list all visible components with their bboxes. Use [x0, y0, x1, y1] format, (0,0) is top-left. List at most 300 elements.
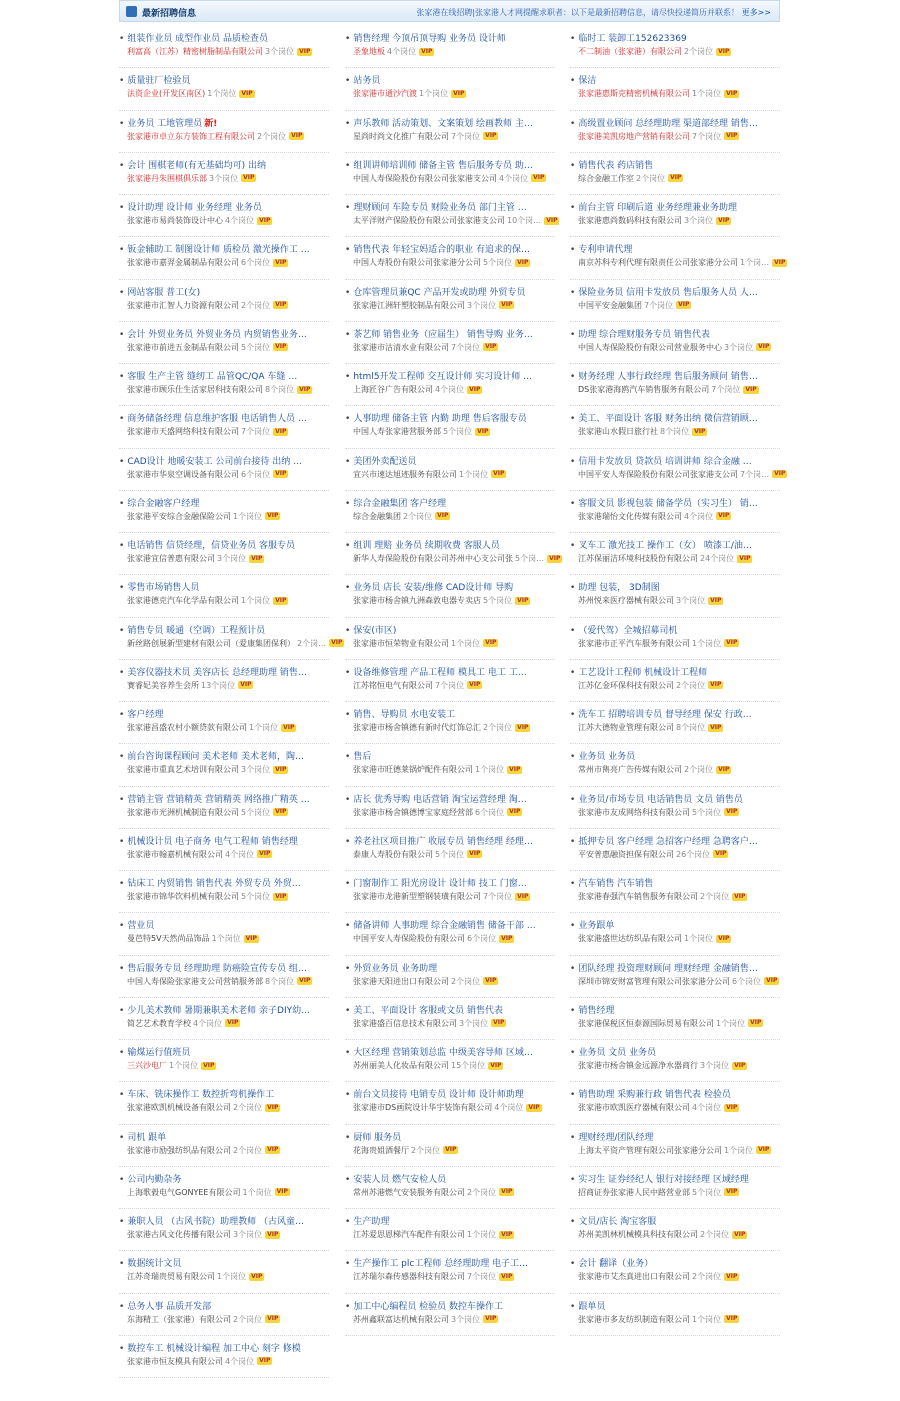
company-name-link[interactable]: 张家港德克汽车化学品有限公司 [127, 596, 239, 606]
job-titles-text[interactable]: 组装作业员 成型作业员 品质检查员 [127, 34, 269, 44]
company-name-link[interactable]: 张家港山水假日旅行社 [578, 427, 658, 437]
job-titles-link[interactable] [345, 749, 553, 762]
job-titles-link[interactable] [570, 369, 778, 382]
job-titles-text[interactable]: 前台咨询课程顾问 美术老师 美术老师，陶… [127, 752, 305, 763]
job-titles-text[interactable]: 机械设计员 电子商务 电气工程师 销售经理 [127, 836, 298, 847]
job-titles-text[interactable]: 抵押专员 客户经理 急招客户经理 急聘客户… [578, 836, 758, 847]
job-titles-text[interactable]: 声乐教师 活动策划、文案策划 绘画教师 主… [353, 118, 533, 129]
job-titles-text[interactable]: 销售经理 今顶吊顶导购 业务员 设计师 [353, 34, 506, 44]
company-name-link[interactable]: 中国平安金融集团 [578, 300, 642, 310]
company-name-link[interactable]: 张家港市顾乐仕生活家居科技有限公司 [127, 385, 263, 394]
job-titles-link[interactable] [119, 707, 327, 720]
job-titles-text[interactable]: 养老社区项目推广 收展专员 销售经理 经理… [353, 836, 533, 847]
company-name-link[interactable]: 三兴沙电厂 [127, 1061, 167, 1070]
job-titles-text[interactable]: 高级置业顾问 总经理助理 渠道部经理 销售… [578, 118, 758, 129]
job-titles-link[interactable] [345, 369, 553, 382]
company-name-link[interactable]: 深圳市锦安财富管理有限公司张家港分公司 [578, 976, 730, 986]
company-name-link[interactable]: 张家港市龙港新型塑钢装璜有限公司 [353, 892, 481, 901]
company-name-link[interactable]: 南京苏科专利代理有限责任公司张家港分公司 [578, 258, 738, 268]
job-titles-text[interactable]: 业务员 文员 业务员 [578, 1048, 657, 1058]
job-titles-text[interactable]: 叉车工 激光技工 操作工（女） 喷漆工/油… [578, 541, 752, 551]
job-titles-link[interactable] [119, 73, 327, 86]
job-titles-link[interactable] [119, 285, 327, 298]
job-titles-text[interactable]: 数控车工 机械设计编程 加工中心 刻字 修模 [127, 1343, 301, 1354]
company-name-link[interactable]: 张家港市前进五金制品有限公司 [127, 342, 239, 352]
job-listing-item [119, 956, 329, 998]
job-titles-link[interactable] [119, 538, 327, 551]
job-titles-link[interactable] [345, 242, 553, 255]
more-link[interactable]: 更多>> [741, 8, 771, 17]
company-name-link[interactable]: 不二制油（张家港）有限公司 [578, 47, 682, 56]
job-titles-text[interactable]: 会计 翻译（业务） [578, 1259, 654, 1270]
company-name-link[interactable]: 张家港市欧凯医疗器械有限公司 [578, 1103, 690, 1113]
company-name-link[interactable]: 赛睿妃美容养生会所 [127, 680, 199, 690]
job-titles-link[interactable] [119, 1214, 327, 1227]
job-titles-text[interactable]: 生产助理 [353, 1217, 390, 1227]
job-titles-text[interactable]: 电话销售 信贷经理，信贷业务员 客服专员 [127, 541, 296, 551]
job-titles-link[interactable] [119, 623, 327, 636]
job-titles-link[interactable] [119, 242, 327, 255]
job-titles-link[interactable] [119, 918, 327, 931]
job-titles-link[interactable] [119, 876, 327, 889]
job-titles-link[interactable] [570, 327, 778, 340]
job-titles-link[interactable] [345, 961, 553, 974]
company-name-link[interactable]: 法资企业(开发区南区) [127, 89, 206, 99]
company-name-link[interactable]: 上海匠谷广告有限公司 [353, 385, 433, 394]
company-name-link[interactable]: 东海精工（张家港）有限公司 [127, 1314, 231, 1324]
position-count: 2个岗位 [692, 1272, 722, 1282]
job-titles-text[interactable]: 质量驻厂检验员 [127, 76, 191, 87]
job-titles-text[interactable]: 输煤运行值班员 [127, 1048, 191, 1058]
company-name-link[interactable]: 张家港瑞怡文化传媒有限公司 [578, 511, 682, 521]
company-name-link[interactable]: 张家港市杨舍镇金远源净水器商行 [578, 1061, 698, 1070]
job-titles-link[interactable] [345, 876, 553, 889]
job-titles-text[interactable]: 汽车销售 汽车销售 [578, 879, 654, 889]
job-titles-text[interactable]: 厨师 服务员 [353, 1132, 402, 1143]
company-name-link[interactable]: 宜兴市速达旭迹服务有限公司 [353, 469, 457, 479]
job-titles-text[interactable]: 司机 跟单 [127, 1132, 167, 1143]
company-name-link[interactable]: 常州苏港燃气安装服务有限公司 [353, 1187, 465, 1197]
job-titles-text[interactable]: 设备维修管理 产品工程师 模具工 电工 工… [353, 667, 527, 678]
job-titles-link[interactable] [119, 665, 327, 678]
job-titles-text[interactable]: 销售经理 [578, 1005, 615, 1016]
company-name-link[interactable]: 张家港欧凯机械设备有限公司 [127, 1103, 231, 1113]
job-titles-link[interactable] [119, 1172, 327, 1185]
job-titles-link[interactable] [570, 1299, 778, 1312]
company-name-link[interactable]: 张家港宜信普惠有限公司 [127, 554, 215, 563]
job-titles-text[interactable]: 助理 综合理财服务专员 销售代表 [578, 329, 711, 340]
job-titles-link[interactable] [570, 623, 778, 636]
job-titles-text[interactable]: 助理 包装， 3D制图 [578, 583, 660, 594]
job-titles-link[interactable] [345, 454, 553, 467]
company-name-link[interactable]: 张家港市天盛网络科技有限公司 [127, 427, 239, 437]
company-name-link[interactable]: 江苏亿金环保科技有限公司 [578, 680, 674, 690]
company-name-link[interactable]: 中国人寿保险张家港支公司营销服务部 [127, 976, 263, 986]
job-titles-link[interactable] [570, 1087, 778, 1100]
job-titles-text[interactable]: 客服文员 影视包装 储备学员（实习生） 销… [578, 498, 758, 509]
job-titles-text[interactable]: 网站客服 普工(女) [127, 287, 201, 298]
job-titles-link[interactable] [570, 918, 778, 931]
company-name-link[interactable]: 张家港市华泉空调设备有限公司 [127, 469, 239, 479]
job-titles-link[interactable] [119, 116, 327, 129]
job-titles-text[interactable]: 保洁 [578, 76, 597, 87]
job-titles-link[interactable] [345, 918, 553, 931]
company-name-link[interactable]: 张家港市恒友模具有限公司 [127, 1356, 223, 1366]
job-titles-text[interactable]: 业务跟单 [578, 921, 615, 932]
job-titles-link[interactable] [570, 792, 778, 805]
job-titles-text[interactable]: 跟单员 [578, 1301, 606, 1312]
job-titles-text[interactable]: 店长 优秀导购 电话营销 淘宝运营经理 淘… [353, 794, 527, 805]
job-titles-link[interactable] [345, 411, 553, 424]
company-name-link[interactable]: 张家港保税区恒泰源国际贸易有限公司 [578, 1018, 714, 1028]
company-name-link[interactable]: 利富高（江苏）精密树脂制品有限公司 [127, 47, 263, 56]
company-name-link[interactable]: 张家港市卓立东方装饰工程有限公司 [127, 131, 255, 141]
company-name-link[interactable]: 张家港市友成网络科技有限公司 [578, 807, 690, 817]
job-titles-link[interactable] [345, 200, 553, 213]
job-titles-text[interactable]: 少儿美术教师 暑期兼职美术老师 亲子DIY幼… [127, 1005, 311, 1016]
job-titles-link[interactable] [570, 158, 778, 171]
company-name-link[interactable]: 张家港市通沙汽渡 [353, 89, 417, 99]
job-titles-text[interactable]: 客服 生产主管 缝纫工 品管QC/QA 车缝 … [127, 372, 298, 382]
job-titles-link[interactable] [345, 792, 553, 805]
company-name-link[interactable]: 花海贵姐酒餐厅 [353, 1145, 409, 1155]
job-titles-text[interactable]: 钻床工 内贸销售 销售代表 外贸专员 外贸… [127, 879, 301, 889]
job-titles-link[interactable] [570, 411, 778, 424]
job-listing-item [119, 1082, 329, 1124]
company-name-link[interactable]: 平安普惠融资担保有限公司 [578, 849, 674, 859]
company-name-link[interactable]: 江苏爱思恩梯汽车配件有限公司 [353, 1230, 465, 1239]
company-name-link[interactable]: 新华人寿保险股份有限公司苏州中心支公司张 [353, 554, 513, 563]
position-count: 6个岗位 [241, 258, 271, 268]
job-listing-item [570, 280, 780, 322]
job-titles-text[interactable]: 售后服务专员 经理助理 防癌险宣传专员 组… [127, 963, 307, 974]
job-titles-link[interactable] [345, 538, 553, 551]
job-titles-link[interactable] [345, 1130, 553, 1143]
job-titles-text[interactable]: 美容仪器技术员 美容店长 总经理助理 销售… [127, 667, 307, 678]
job-titles-link[interactable] [345, 1045, 553, 1058]
job-titles-link[interactable] [119, 1003, 327, 1016]
company-name-link[interactable]: 江苏瑞尔森传感器科技有限公司 [353, 1272, 465, 1282]
job-titles-link[interactable] [119, 1341, 327, 1354]
job-titles-link[interactable] [345, 1256, 553, 1269]
job-titles-text[interactable]: 兼职人员 （古风书院）助理教师 （古风童… [127, 1217, 305, 1227]
company-name-link[interactable]: 苏州悦来医疗器械有限公司 [578, 596, 674, 606]
job-titles-text[interactable]: 茶艺师 销售业务（应届生） 销售导购 业务… [353, 329, 533, 340]
job-titles-link[interactable] [570, 707, 778, 720]
job-titles-text[interactable]: CAD设计 地暖安装工 公司前台接待 出纳 … [127, 456, 303, 467]
company-name-link[interactable]: DS张家港海鸥汽车销售服务有限公司 [578, 385, 710, 394]
job-titles-link[interactable] [345, 665, 553, 678]
job-titles-link[interactable] [119, 961, 327, 974]
vip-badge-icon: VIP [501, 934, 513, 942]
job-titles-text[interactable]: 前台主管 印刷后道 业务经理兼业务助理 [578, 203, 738, 213]
company-name-link[interactable]: 中国人寿股份有限公司张家港分公司 [353, 258, 481, 268]
job-titles-text[interactable]: 销售助理 采购兼行政 销售代表 检验员 [578, 1090, 731, 1101]
job-titles-link[interactable] [119, 454, 327, 467]
company-name-link[interactable]: 张家港丹朱围棋俱乐部 [127, 173, 207, 183]
company-name-link[interactable]: 张家港古风文化传播有限公司 [127, 1230, 231, 1239]
job-titles-link[interactable] [570, 242, 778, 255]
job-titles-text[interactable]: 零售市场销售人员 [127, 583, 200, 594]
job-titles-text[interactable]: 外贸业务员 业务助理 [353, 963, 438, 974]
job-titles-text[interactable]: 会计 围棋老师(有无基础均可) 出纳 [127, 160, 267, 171]
job-titles-text[interactable]: 销售代表 年轻宝妈适合的职业 有追求的保… [353, 245, 531, 256]
job-titles-link[interactable] [345, 496, 553, 509]
job-titles-link[interactable] [570, 285, 778, 298]
job-titles-text[interactable]: 保险业务员 信用卡发放员 售后服务人员 人… [578, 287, 758, 298]
company-name-link[interactable]: 张家港市恒荣物业有限公司 [353, 638, 449, 648]
job-titles-link[interactable] [119, 200, 327, 213]
company-name-link[interactable]: 张家港美凯房地产营销有限公司 [578, 131, 690, 141]
company-name-link[interactable]: 张家港惠尚数码科技有限公司 [578, 216, 682, 225]
job-titles-link[interactable] [119, 1087, 327, 1100]
job-titles-text[interactable]: 业务员 工地管理员 [127, 118, 203, 129]
job-titles-text[interactable]: 安装人员 燃气安检人员 [353, 1174, 447, 1185]
company-name-link[interactable]: 苏州美凯林机械模具科技有限公司 [578, 1230, 698, 1239]
position-count: 1个岗位 [724, 1145, 754, 1155]
job-titles-text[interactable]: 组训 理赔 业务员 续期收费 客服人员 [353, 541, 500, 551]
job-titles-link[interactable] [345, 1003, 553, 1016]
job-titles-text[interactable]: （爱代驾）全城招募司机 [578, 625, 678, 636]
company-name-link[interactable]: 张家港盛世达纺织品有限公司 [578, 934, 682, 944]
job-titles-text[interactable]: 车床、铣床操作工 数控折弯机操作工 [127, 1090, 275, 1101]
company-name-link[interactable]: 张家港市杨舍镇德博宝家庭经营部 [353, 807, 473, 817]
company-name-link[interactable]: 张家港市沽清水业有限公司 [353, 342, 449, 352]
company-name-link[interactable]: 张家港市易尚装饰设计中心 [127, 216, 223, 225]
job-titles-link[interactable] [345, 834, 553, 847]
job-titles-text[interactable]: 设计助理 设计师 业务经理 业务员 [127, 203, 262, 213]
company-name-link[interactable]: 张家港平安综合金融保险公司 [127, 511, 231, 521]
job-titles-link[interactable] [570, 749, 778, 762]
job-titles-text[interactable]: 美工、平面设计 客服或文员 销售代表 [353, 1005, 504, 1016]
vip-badge-icon: VIP [517, 723, 529, 731]
job-titles-link[interactable] [119, 792, 327, 805]
job-titles-link[interactable] [119, 580, 327, 593]
company-name-link[interactable]: 中国人寿保险股份有限公司张家港支公司 [353, 173, 497, 183]
company-name-link[interactable]: 张家港市多友纺织制造有限公司 [578, 1314, 690, 1324]
job-titles-text[interactable]: 理财顾问 车险专员 财险业务员 部门主管 … [353, 203, 527, 213]
company-name-link[interactable]: 中国平安人寿保险股份有限公司张家港支公司 [578, 469, 738, 479]
company-name-link[interactable]: 张家港市锦华饮料机械有限公司 [127, 892, 239, 901]
job-titles-link[interactable] [345, 327, 553, 340]
job-titles-link[interactable] [570, 496, 778, 509]
job-titles-text[interactable]: 仓库管理员兼QC 产品开发或助理 外贸专员 [353, 287, 526, 298]
job-titles-link[interactable] [345, 1214, 553, 1227]
job-titles-link[interactable] [345, 1087, 553, 1100]
job-titles-text[interactable]: 销售专员 暖通（空调）工程预计员 [127, 625, 266, 636]
job-titles-text[interactable]: 会计 外贸业务员 外贸业务员 内贸销售业务… [127, 329, 307, 340]
job-titles-text[interactable]: 公司内勤杂务 [127, 1174, 182, 1185]
company-name-link[interactable]: 简艺艺术教育学校 [127, 1018, 191, 1028]
job-titles-link[interactable] [570, 73, 778, 86]
job-titles-link[interactable] [345, 158, 553, 171]
job-titles-link[interactable] [345, 1172, 553, 1185]
job-titles-link[interactable] [345, 73, 553, 86]
vip-badge-icon: VIP [750, 1019, 762, 1027]
job-titles-link[interactable] [119, 1299, 327, 1312]
position-count: 4个岗位 [435, 385, 465, 394]
company-meta [127, 300, 332, 311]
company-name-link[interactable]: 中国平安人寿保险股份有限公司 [353, 934, 465, 944]
job-titles-text[interactable]: 大区经理 营销策划总监 中级美容导师 区域… [353, 1048, 533, 1058]
company-name-link[interactable]: 新丝路创展新型建材有限公司（爱康集团保利） [127, 638, 295, 648]
job-titles-text[interactable]: 财务经理 人事行政经理 售后服务顾问 销售… [578, 372, 758, 382]
job-titles-link[interactable] [570, 31, 778, 44]
company-name-link[interactable]: 中国人寿保险股份有限公司营业服务中心 [578, 342, 722, 352]
company-name-link[interactable]: 星尚时尚文化推广有限公司 [353, 131, 449, 141]
job-titles-text[interactable]: 业务员/市场专员 电话销售员 文员 销售员 [578, 794, 743, 805]
job-titles-link[interactable] [119, 834, 327, 847]
job-titles-text[interactable]: 加工中心编程员 检验员 数控车操作工 [353, 1301, 504, 1312]
job-titles-link[interactable] [570, 1256, 778, 1269]
company-name-link[interactable]: 张家港市旺德莱锅炉配件有限公司 [353, 765, 473, 775]
job-titles-link[interactable] [345, 116, 553, 129]
job-titles-text[interactable]: 组训讲师培训师 储备主管 售后服务专员 助… [353, 160, 533, 171]
company-name-link[interactable]: 江苏铭恒电气有限公司 [353, 680, 433, 690]
company-name-link[interactable]: 张家港江洲轩塑胶制品有限公司 [353, 300, 465, 310]
job-titles-text[interactable]: 营业员 [127, 921, 155, 932]
job-titles-text[interactable]: 营销主管 营销精英 营销精英 网络推广精英 … [127, 794, 310, 805]
job-titles-text[interactable]: 洗车工 招聘培训专员 督导经理 保安 行政… [578, 710, 752, 720]
job-titles-text[interactable]: 储备讲师 人事助理 综合金融销售 储备干部 … [353, 921, 536, 932]
company-name-link[interactable]: 张家港市艾杰真进出口有限公司 [578, 1272, 690, 1282]
job-listing-item [119, 449, 329, 491]
job-titles-text[interactable]: 信用卡发放员 贷款员 培训讲师 综合金融 … [578, 456, 752, 467]
company-name-link[interactable]: 张家港市励强纺织品有限公司 [127, 1145, 231, 1155]
company-name-link[interactable]: 张家港市重真艺术培训有限公司 [127, 765, 239, 775]
job-titles-link[interactable] [119, 411, 327, 424]
company-name-link[interactable]: 中国人寿张家港营服务部 [353, 427, 441, 437]
job-titles-text[interactable]: 文员/店长 淘宝客服 [578, 1217, 657, 1227]
company-name-link[interactable]: 张家港昌盛农村小额贷款有限公司 [127, 723, 247, 732]
job-titles-text[interactable]: 团队经理 投资理财顾问 理财经理 金融销售… [578, 963, 758, 974]
job-titles-link[interactable] [570, 454, 778, 467]
company-name-link[interactable]: 张家港春强汽车销售服务有限公司 [578, 892, 698, 901]
job-titles-text[interactable]: 实习生 证券经纪人 银行对接经理 区域经理 [578, 1174, 749, 1185]
job-titles-text[interactable]: 钣金辅助工 制图设计师 质检员 激光操作工 … [127, 245, 310, 256]
job-titles-text[interactable]: 理财经理/团队经理 [578, 1132, 654, 1143]
job-titles-text[interactable]: 人事助理 储备主管 内勤 助理 售后客服专员 [353, 414, 527, 425]
company-name-link[interactable]: 上海太平资产管理有限公司张家港分公司 [578, 1145, 722, 1155]
company-name-link[interactable]: 张家港市光洲机械制造有限公司 [127, 807, 239, 817]
job-titles-link[interactable] [119, 158, 327, 171]
job-titles-link[interactable] [119, 1045, 327, 1058]
company-name-link[interactable]: 张家港天阳进出口有限公司 [353, 976, 449, 986]
company-name-link[interactable]: 江苏保丽洁环境科技股份有限公司 [578, 554, 698, 563]
job-titles-link[interactable] [119, 327, 327, 340]
company-name-link[interactable]: 综合金融工作室 [578, 173, 634, 183]
job-titles-link[interactable] [345, 31, 553, 44]
job-titles-text[interactable]: 前台文员接待 电销专员 设计师 设计师助理 [353, 1090, 524, 1101]
job-titles-link[interactable] [570, 1172, 778, 1185]
job-titles-link[interactable] [570, 1045, 778, 1058]
company-name-link[interactable]: 张家港市杨舍镇九洲森敦电器专卖店 [353, 596, 481, 606]
job-titles-text[interactable]: 生产操作工 plc工程师 总经理助理 电子工… [353, 1259, 529, 1270]
job-titles-text[interactable]: 临时工 装卸工152623369 [578, 34, 687, 44]
job-titles-link[interactable] [345, 623, 553, 636]
job-titles-link[interactable] [570, 876, 778, 889]
job-titles-text[interactable]: 综合金融集团 客户经理 [353, 498, 447, 509]
company-name-link[interactable]: 圣象地板 [353, 47, 385, 56]
job-titles-text[interactable]: 专利申请代理 [578, 245, 633, 256]
job-titles-text[interactable]: 工艺设计工程师 机械设计工程师 [578, 667, 708, 678]
job-titles-link[interactable] [119, 369, 327, 382]
job-titles-text[interactable]: 保安(市区) [353, 625, 397, 636]
job-titles-link[interactable] [570, 834, 778, 847]
job-titles-link[interactable] [570, 961, 778, 974]
job-titles-link[interactable] [119, 496, 327, 509]
job-titles-link[interactable] [345, 285, 553, 298]
job-titles-link[interactable] [570, 1214, 778, 1227]
job-titles-text[interactable]: 站务员 [353, 76, 381, 87]
panel-title: 最新招聘信息 [142, 9, 197, 19]
job-titles-text[interactable]: 业务员 店长 安装/维修 CAD设计师 导购 [353, 583, 514, 594]
job-titles-text[interactable]: 门窗制作工 阳光房设计 设计师 技工 门窗… [353, 879, 527, 889]
company-name-link[interactable]: 张家港市翰嘉机械有限公司 [127, 849, 223, 859]
job-titles-link[interactable] [570, 538, 778, 551]
job-titles-text[interactable]: 销售代表 药店销售 [578, 160, 654, 171]
job-titles-text[interactable]: 总务人事 品质开发部 [127, 1301, 212, 1312]
job-titles-link[interactable] [345, 1299, 553, 1312]
job-titles-text[interactable]: 售后 [353, 752, 372, 763]
job-titles-link[interactable] [119, 749, 327, 762]
company-name-link[interactable]: 泰康人寿股份有限公司 [353, 849, 433, 859]
company-name-link[interactable]: 上海歌毅电气GONYEE有限公司 [127, 1187, 241, 1197]
job-titles-text[interactable]: 销售、导购员 水电安装工 [353, 710, 456, 720]
job-titles-link[interactable] [570, 580, 778, 593]
job-titles-link[interactable] [570, 665, 778, 678]
company-meta [353, 1271, 558, 1282]
job-titles-link[interactable] [119, 1130, 327, 1143]
company-meta [353, 638, 558, 649]
job-titles-text[interactable]: 客户经理 [127, 710, 164, 720]
job-titles-link[interactable] [345, 707, 553, 720]
company-name-link[interactable]: 张家港市嘉羿金属制品有限公司 [127, 258, 239, 268]
company-name-link[interactable]: 张家港惠斯克精密机械有限公司 [578, 89, 690, 99]
company-name-link[interactable]: 张家港市汇智人力资源有限公司 [127, 300, 239, 310]
company-name-link[interactable]: 常州市雋亮广告传媒有限公司 [578, 765, 682, 775]
job-titles-text[interactable]: html5开发工程师 交互设计师 实习设计师 … [353, 372, 533, 382]
job-titles-link[interactable] [345, 580, 553, 593]
company-name-link[interactable]: 苏州鑫联富达机械有限公司 [353, 1314, 449, 1324]
job-titles-link[interactable] [119, 31, 327, 44]
job-titles-link[interactable] [119, 1256, 327, 1269]
company-name-link[interactable]: 江苏奇瑞贵贸易有限公司 [127, 1272, 215, 1282]
company-name-link[interactable]: 苏州丽美人化妆品有限公司 [353, 1061, 449, 1070]
job-titles-text[interactable]: 美团外卖配送员 [353, 456, 417, 467]
company-name-link[interactable]: 张家港市杨舍镇德有新时代灯饰总汇 [353, 723, 481, 732]
job-titles-text[interactable]: 美工、平面设计 客服 财务出纳 微信营销顾… [578, 414, 758, 425]
company-name-link[interactable]: 太平洋财产保险股份有限公司张家港支公司 [353, 216, 505, 225]
job-titles-link[interactable] [570, 1003, 778, 1016]
job-titles-text[interactable]: 业务员 业务员 [578, 752, 636, 763]
vip-badge-icon: VIP [734, 892, 746, 900]
position-count: 1个岗位 [475, 765, 505, 775]
job-titles-link[interactable] [570, 116, 778, 129]
job-titles-text[interactable]: 综合金融客户经理 [127, 498, 200, 509]
company-name-link[interactable]: 张家港市正平汽车服务有限公司 [578, 638, 690, 648]
company-name-link[interactable]: 综合金融集团 [353, 511, 401, 521]
job-titles-text[interactable]: 商务储备经理 信息维护客服 电话销售人员 … [127, 414, 307, 425]
company-name-link[interactable]: 张家港盛百信息技术有限公司 [353, 1018, 457, 1028]
company-name-link[interactable]: 招商证券张家港人民中路营业部 [578, 1187, 690, 1197]
company-name-link[interactable]: 曼芭特5V天然尚品饰品 [127, 934, 210, 944]
job-titles-link[interactable] [570, 200, 778, 213]
company-name-link[interactable]: 江苏大德物业管理有限公司 [578, 723, 674, 732]
job-titles-link[interactable] [570, 1130, 778, 1143]
company-name-link[interactable]: 张家港市DS画院设计华宇装饰有限公司 [353, 1103, 493, 1113]
job-titles-text[interactable]: 数据统计文员 [127, 1259, 182, 1270]
